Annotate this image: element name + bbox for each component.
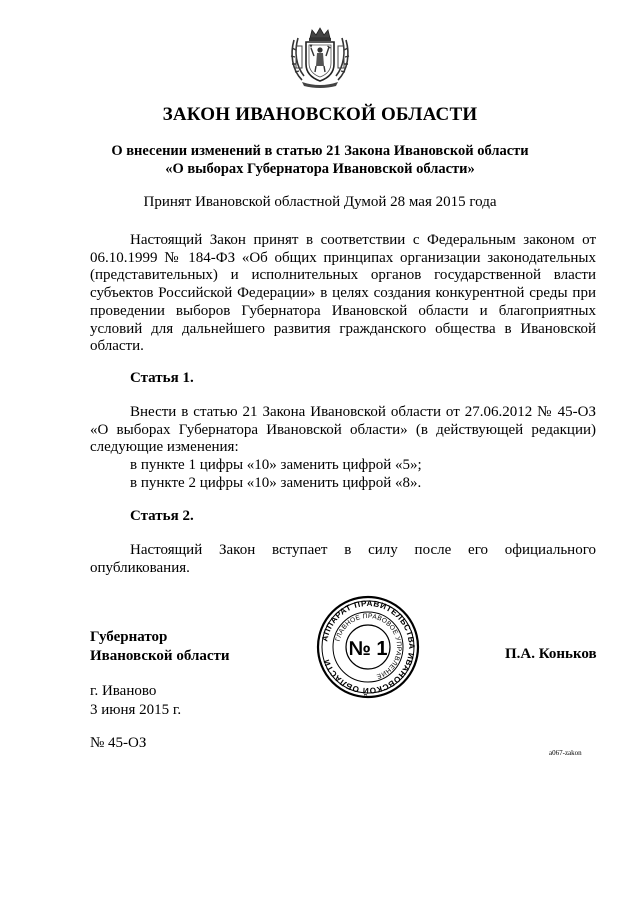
subtitle-line-2: «О выборах Губернатора Ивановской области» [165,161,475,177]
signer-position-line-2: Ивановской области [90,647,230,664]
article-2-heading: Статья 2. [130,508,194,524]
signing-date: 3 июня 2015 г. [90,701,182,718]
article-1-item-2: в пункте 2 цифры «10» заменить цифрой «8». [130,474,422,491]
adoption-note: Принят Ивановской областной Думой 28 мая 2015 года [143,194,497,210]
preamble [90,232,596,356]
official-stamp-icon [316,595,420,699]
subtitle-line-1: О внесении изменений в статью 21 Закона Ивановской области [111,143,529,159]
law-subtitle [60,142,580,178]
article-1-heading: Статья 1. [130,370,194,386]
signing-city: г. Иваново [90,683,157,699]
article-1-intro: Внести в статью 21 Закона Ивановской области от 27.06.2012 № 45-ОЗ «О выборах Губернатора Ивановской области» (в действующей редакции) следующие изменения: [90,404,596,456]
stamp-ring-text: АППАРАТ ПРАВИТЕЛЬСТВА ИВАНОВСКОЙ ОБЛАСТИ [320,598,417,696]
signer-name: П.А. Коньков [505,646,597,662]
signing-place-date [90,682,181,719]
signer-position [90,628,230,665]
article-1-body [90,404,596,493]
preamble-text: Настоящий Закон принят в соответствии с Федеральным законом от 06.10.1999 № 184-ФЗ «Об общих принципах организации законодательных (представительных) и исполнительных органов государственной власти субъектов Российской Федерации» в целях создания конкурентной среды при проведении выборов Губернатора Ивановской области и благоприятных условий для дальнейшего развития гражданского общества в Ивановской области. [90,232,596,355]
signer-position-line-1: Губернатор [90,629,168,645]
stamp-number: № 1 [348,638,388,660]
law-number: № 45-ОЗ [90,735,147,751]
document-code: a067-zakon [549,749,582,757]
article-2-text: Настоящий Закон вступает в силу после его официального опубликования. [90,542,596,576]
law-title: ЗАКОН ИВАНОВСКОЙ ОБЛАСТИ [162,104,478,125]
article-1-item-1: в пункте 1 цифры «10» заменить цифрой «5»; [130,457,422,474]
coat-of-arms-icon [288,26,352,90]
article-2-body [90,542,596,577]
stamp-inner-text: ГЛАВНОЕ ПРАВОВОЕ УПРАВЛЕНИЕ [334,612,403,680]
